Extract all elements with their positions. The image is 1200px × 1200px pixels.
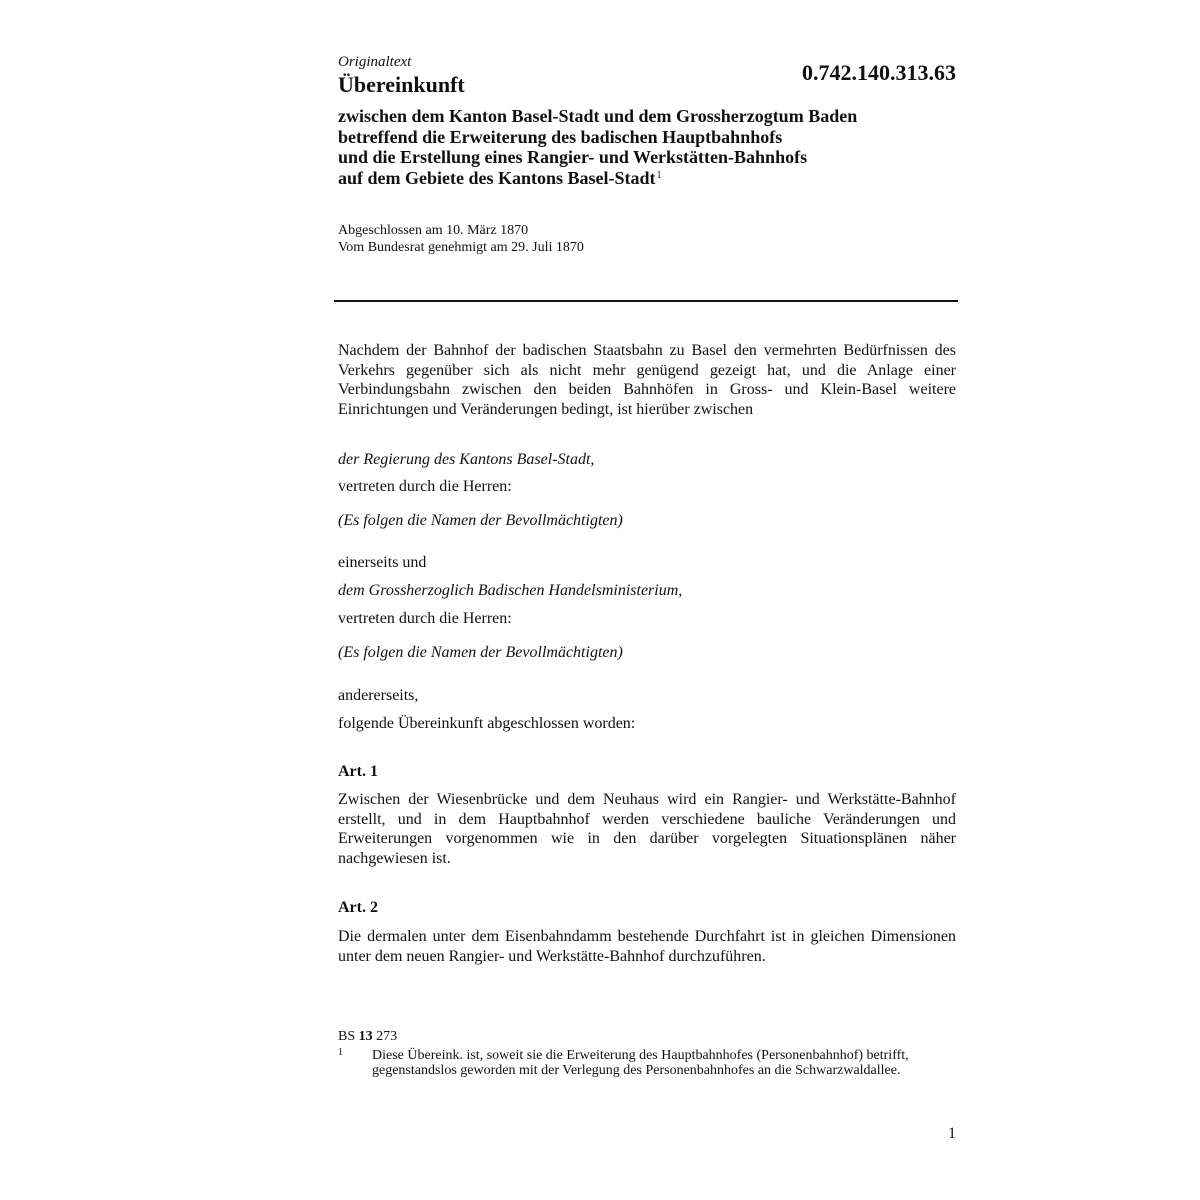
article-1-heading: Art. 1 <box>338 763 378 780</box>
title-line: betreffend die Erweiterung des badischen Hauptbahnhofs <box>338 126 783 147</box>
plenipotentiaries-1: (Es folgen die Namen der Bevollmächtigten) <box>338 512 623 529</box>
title-footnote-mark[interactable]: 1 <box>656 169 662 181</box>
document-type-heading: Übereinkunft <box>338 72 465 97</box>
title-line: und die Erstellung eines Rangier- und Werkstätten-Bahnhofs <box>338 147 808 167</box>
party-1: der Regierung des Kantons Basel-Stadt, <box>338 451 595 468</box>
other-side-text: andererseits, <box>338 687 419 704</box>
page-number: 1 <box>948 1125 956 1142</box>
plenipotentiaries-2: (Es folgen die Namen der Bevollmächtigten) <box>338 644 623 661</box>
preamble-intro: Nachdem der Bahnhof der badischen Staatsbahn zu Basel den vermehrten Bedürfnissen des Verkehrs gegenüber sich als nicht mehr genügend gezeigt hat, und die Anlage einer Verbindungsbahn zwischen den beiden Bahnhöfen in Gross- und Klein-Basel weitere Einrichtungen und Veränderungen bedingt, ist hierüber zwischen <box>338 342 956 418</box>
footnote-text: Diese Übereink. ist, soweit sie die Erweiterung des Hauptbahnhofes (Personenbahnhof) betrifft, gegenstandslos geworden mit der Verlegung des Personenbahnhofes an die Schwarzwaldallee. <box>372 1048 909 1078</box>
approval-date: Vom Bundesrat genehmigt am 29. Juli 1870 <box>338 240 584 255</box>
title-line: auf dem Gebiete des Kantons Basel-Stadt$^1$ <box>338 167 662 188</box>
source-reference: BS 13 273 <box>338 1029 398 1044</box>
footnote-mark: 1 <box>338 1047 343 1058</box>
article-2-heading: Art. 2 <box>338 899 378 916</box>
one-side-text: einerseits und <box>338 554 427 571</box>
date-block <box>338 222 584 256</box>
original-text-label: Originaltext <box>338 54 412 70</box>
represented-by-1: vertreten durch die Herren: <box>338 478 512 495</box>
concluded-date: Abgeschlossen am 10. März 1870 <box>338 223 529 238</box>
title-line: zwischen dem Kanton Basel-Stadt und dem Grossherzogtum Baden <box>338 106 858 126</box>
represented-by-2: vertreten durch die Herren: <box>338 610 512 627</box>
article-1-text: Zwischen der Wiesenbrücke und dem Neuhaus wird ein Rangier- und Werkstätte-Bahnhof erstellt, und in dem Hauptbahnhof werden verschiedene bauliche Veränderungen und Erweiterungen vorgenommen wie in den darüber vorgelegten Situationsplänen näher nachgewiesen ist. <box>338 791 956 867</box>
concluded-statement: folgende Übereinkunft abgeschlossen worden: <box>338 715 636 732</box>
header-divider <box>334 300 958 302</box>
party-2: dem Grossherzoglich Badischen Handelsministerium, <box>338 582 683 599</box>
sr-number: 0.742.140.313.63 <box>802 60 956 85</box>
document-title <box>338 106 958 188</box>
article-2-text: Die dermalen unter dem Eisenbahndamm bestehende Durchfahrt ist in gleichen Dimensionen unter dem neuen Rangier- und Werkstätte-Bahnhof durchzuführen. <box>338 928 956 965</box>
